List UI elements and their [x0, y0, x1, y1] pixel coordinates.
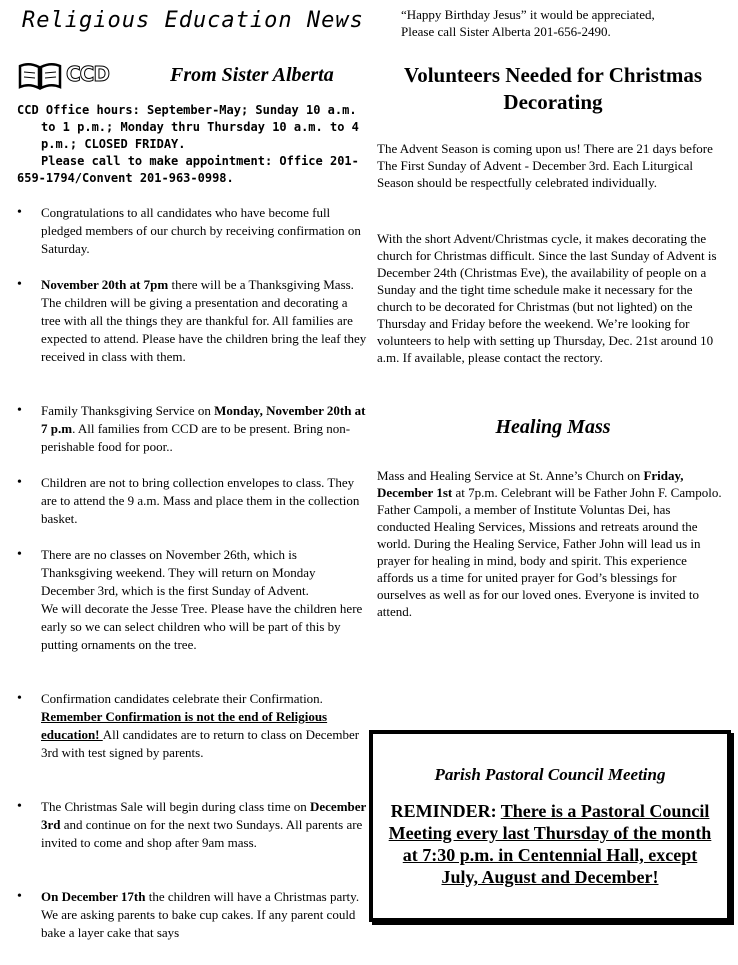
- advent-paragraph: The Advent Season is coming upon us! There are 21 days before The First Sunday of Advent - December 3rd. Each Liturgical Season should be respectfully celebrated individually.: [377, 141, 713, 190]
- paragraph-text: Mass and Healing Service at St. Anne’s Church on: [377, 468, 644, 483]
- office-hours-phone: Please call to make appointment: Office 201-659-1794/Convent 201-963-0998.: [17, 154, 359, 185]
- ccd-logo: CCD: [66, 62, 109, 86]
- office-hours-line: CCD Office hours: September-May; Sunday 10 a.m. to 1 p.m.; Monday thru Thursday 10 a.m. to 4 p.m.; CLOSED FRIDAY.: [17, 103, 359, 151]
- newsletter-title: Religious Education News: [22, 8, 364, 33]
- list-item-text: there will be a Thanksgiving Mass. The children will be giving a presentation and decorating a tree with all the things they are thankful for. All families are expected to attend. Please have the children bring the leaf they received in class with them.: [41, 277, 367, 364]
- list-item-emphasis: Monday, November 20th at 7 p.m: [41, 403, 366, 436]
- office-hours: [17, 102, 362, 187]
- list-item: [17, 402, 370, 456]
- section-title-from-sister-alberta: From Sister Alberta: [170, 64, 334, 86]
- council-reminder: [385, 800, 715, 888]
- list-item: [17, 204, 370, 258]
- list-item: [17, 690, 370, 762]
- paragraph-text: at 7p.m. Celebrant will be Father John F. Campolo. Father Campoli, a member of Institute Voluntas Dei, has conducted Healing Services, Missions and retreats around the world. During the Healing Service, Father John will lead us in prayer for healing in mind, body and spirit. This experience affords us a time for united prayer for God’s blessings for ourselves as well as for our loved ones. Everyone is invited to attend.: [377, 485, 722, 619]
- reminder-text: There is a Pastoral Council Meeting every last Thursday of the month at 7:30 p.m. in Centennial Hall, except July, August and December!: [388, 801, 712, 887]
- pastoral-council-box: [369, 730, 731, 922]
- list-item-text: Children are not to bring collection envelopes to class. They are to attend the 9 a.m. Mass and place them in the collection basket.: [41, 475, 360, 526]
- list-item-emphasis: December 3rd: [41, 799, 367, 832]
- list-item-emphasis: Remember Confirmation is not the end of Religious education!: [41, 709, 328, 742]
- list-item-text: . All families from CCD are to be present. Bring non-perishable food for poor..: [41, 421, 351, 454]
- paragraph-emphasis: Friday, December 1st: [377, 468, 684, 500]
- list-item-emphasis: November 20th at 7pm: [41, 277, 169, 292]
- list-item: [17, 798, 370, 852]
- list-item-text: Congratulations to all candidates who have become full pledged members of our church by receiving confirmation on Saturday.: [41, 205, 361, 256]
- open-book-icon: [17, 62, 63, 90]
- list-item-text: We will decorate the Jesse Tree. Please have the children here early so we can select children who will be part of this by putting ornaments on the tree.: [41, 601, 363, 652]
- list-item: [17, 474, 370, 528]
- list-item: [17, 888, 370, 942]
- healing-mass-heading: Healing Mass: [495, 416, 611, 438]
- volunteers-heading: Volunteers Needed for Christmas Decorating: [403, 63, 703, 114]
- list-item-text: The Christmas Sale will begin during class time on: [41, 799, 310, 814]
- healing-mass-paragraph: [377, 467, 722, 620]
- list-item: [17, 546, 370, 654]
- decorating-paragraph: With the short Advent/Christmas cycle, it makes decorating the church for Christmas difficult. Since the last Sunday of Advent is December 24th (Christmas Eve), the availability of people on a Sunday and the tight time schedule make it necessary for the church to be decorated for Christmas (but not lighted) on the Thursday and Friday before the weekend. We’re looking for volunteers to help with setting up Thursday, Dec. 21st around 10 a.m. If available, please contact the rectory.: [377, 231, 717, 365]
- list-item-text: and continue on for the next two Sundays. All parents are invited to come and shop after 9am mass.: [41, 817, 363, 850]
- reminder-label: REMINDER:: [390, 801, 501, 821]
- list-item-text: There are no classes on November 26th, which is Thanksgiving weekend. They will return on Monday December 3rd, which is the first Sunday of Advent.: [41, 547, 316, 598]
- list-item-text: Family Thanksgiving Service on: [41, 403, 215, 418]
- list-item-emphasis: On December 17th: [41, 889, 146, 904]
- list-item: [17, 276, 370, 366]
- list-item-text: Confirmation candidates celebrate their Confirmation.: [41, 691, 323, 706]
- council-meeting-title: Parish Pastoral Council Meeting: [434, 765, 666, 784]
- birthday-note: “Happy Birthday Jesus” it would be appreciated, Please call Sister Alberta 201-656-2490.: [401, 7, 655, 39]
- list-item-text: All candidates are to return to class on December 3rd with test signed by parents.: [41, 727, 360, 760]
- list-item-text: the children will have a Christmas party. We are asking parents to bake cup cakes. If any parent could bake a layer cake that says: [41, 889, 360, 940]
